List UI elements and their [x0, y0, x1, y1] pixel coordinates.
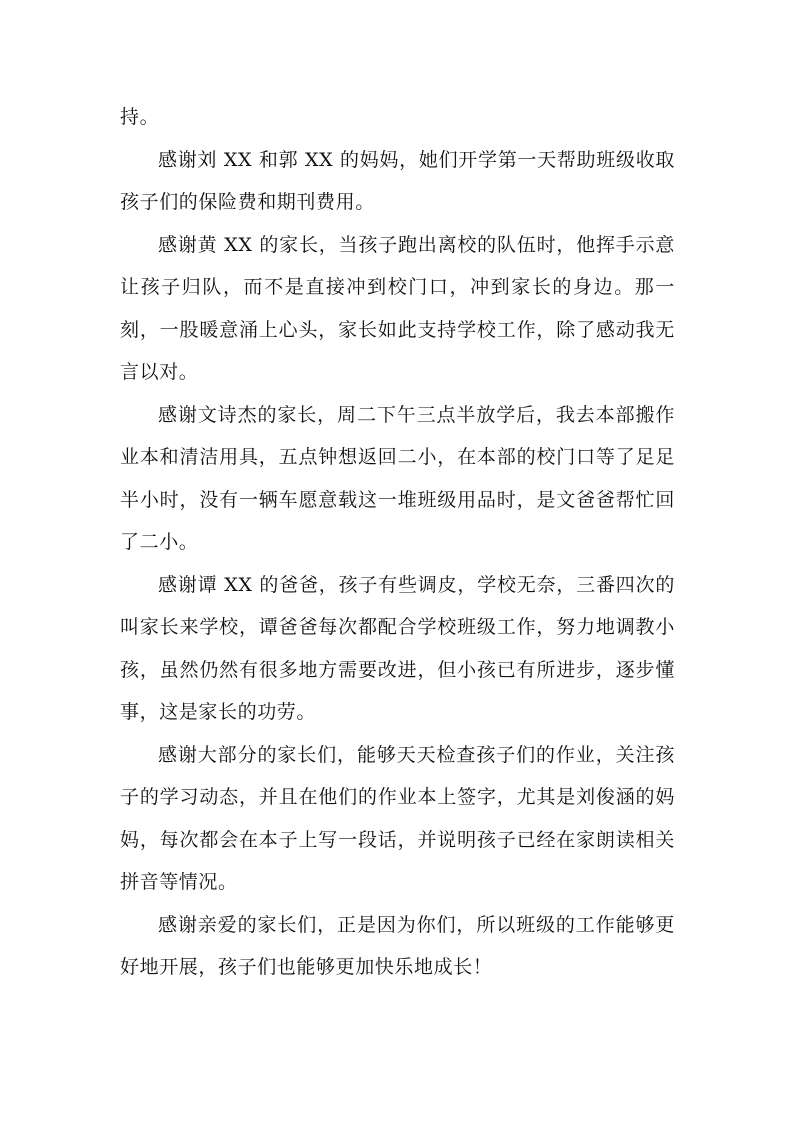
paragraph-thanks-wen: 感谢文诗杰的家长，周二下午三点半放学后，我去本部搬作业本和清洁用具，五点钟想返回二小，在本部的校门口等了足足半小时，没有一辆车愿意载这一堆班级用品时，是文爸爸帮忙回了二小。 — [120, 403, 675, 553]
document-body — [120, 96, 675, 989]
paragraph-thanks-all-parents: 感谢亲爱的家长们，正是因为你们，所以班级的工作能够更好地开展，孩子们也能够更加快乐地成长！ — [120, 913, 675, 978]
paragraph-thanks-most-parents: 感谢大部分的家长们，能够天天检查孩子们的作业，关注孩子的学习动态，并且在他们的作业本上签字，尤其是刘俊涵的妈妈，每次都会在本子上写一段话，并说明孩子已经在家朗读相关拼音等情况。 — [120, 743, 675, 893]
paragraph-continuation: 持。 — [120, 106, 160, 128]
paragraph-thanks-huang: 感谢黄 XX 的家长，当孩子跑出离校的队伍时，他挥手示意让孩子归队，而不是直接冲到校门口，冲到家长的身边。那一刻，一股暖意涌上心头，家长如此支持学校工作，除了感动我无言以对。 — [120, 233, 675, 383]
paragraph-thanks-tan: 感谢谭 XX 的爸爸，孩子有些调皮，学校无奈，三番四次的叫家长来学校，谭爸爸每次都配合学校班级工作，努力地调教小孩，虽然仍然有很多地方需要改进，但小孩已有所进步，逐步懂事，这是家长的功劳。 — [120, 573, 675, 723]
paragraph-thanks-liu-guo: 感谢刘 XX 和郭 XX 的妈妈，她们开学第一天帮助班级收取孩子们的保险费和期刊费用。 — [120, 148, 675, 213]
